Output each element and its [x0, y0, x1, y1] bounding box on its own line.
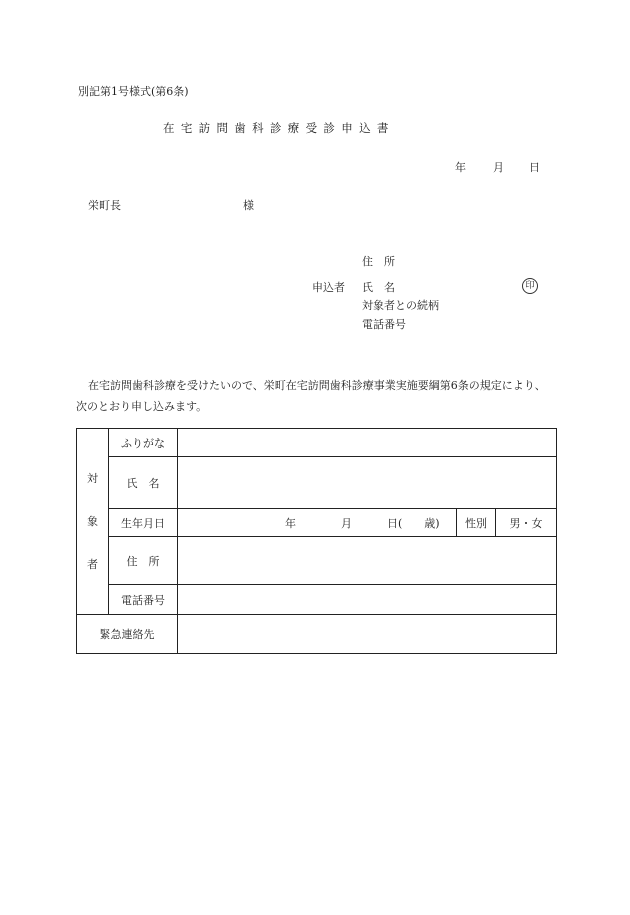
furigana-label: ふりがな — [109, 429, 178, 457]
emergency-contact-field[interactable] — [178, 615, 557, 654]
date-month-label: 月 — [493, 161, 504, 174]
phone-field[interactable] — [178, 585, 557, 615]
applicant-phone-label: 電話番号 — [362, 318, 406, 331]
applicant-name-label: 氏 名 — [362, 281, 395, 294]
phone-label: 電話番号 — [109, 585, 178, 615]
date-year-label: 年 — [455, 161, 466, 174]
subject-info-table — [76, 428, 557, 654]
name-field[interactable] — [178, 457, 557, 509]
furigana-field[interactable] — [178, 429, 557, 457]
addressee-name: 栄町長 — [88, 199, 121, 212]
application-statement: 在宅訪問歯科診療を受けたいので、栄町在宅訪問歯科診療事業実施要綱第6条の規定により、次のとおり申し込みます。 — [76, 379, 546, 413]
name-label: 氏 名 — [109, 457, 178, 509]
emergency-contact-label: 緊急連絡先 — [77, 615, 178, 654]
address-field[interactable] — [178, 537, 557, 585]
dob-month-label: 月 — [341, 516, 352, 530]
dob-label: 生年月日 — [109, 509, 178, 537]
dob-field[interactable] — [178, 509, 457, 537]
seal-mark: 印 — [522, 278, 538, 294]
sex-options[interactable]: 男・女 — [496, 509, 557, 537]
address-label: 住 所 — [109, 537, 178, 585]
addressee-honorific: 様 — [243, 199, 254, 212]
form-number: 別記第1号様式(第6条) — [78, 85, 189, 98]
applicant-address-label: 住 所 — [362, 255, 395, 268]
subject-vertical-label: 対 象 者 — [77, 429, 109, 615]
applicant-relation-label: 対象者との続柄 — [362, 299, 439, 312]
date-day-label: 日 — [529, 161, 540, 174]
document-title: 在宅訪問歯科診療受診申込書 — [163, 121, 395, 135]
sex-label: 性別 — [457, 509, 496, 537]
applicant-heading: 申込者 — [312, 281, 345, 294]
dob-year-label: 年 — [285, 516, 296, 530]
dob-day-age-label: 日( 歳) — [387, 516, 440, 530]
